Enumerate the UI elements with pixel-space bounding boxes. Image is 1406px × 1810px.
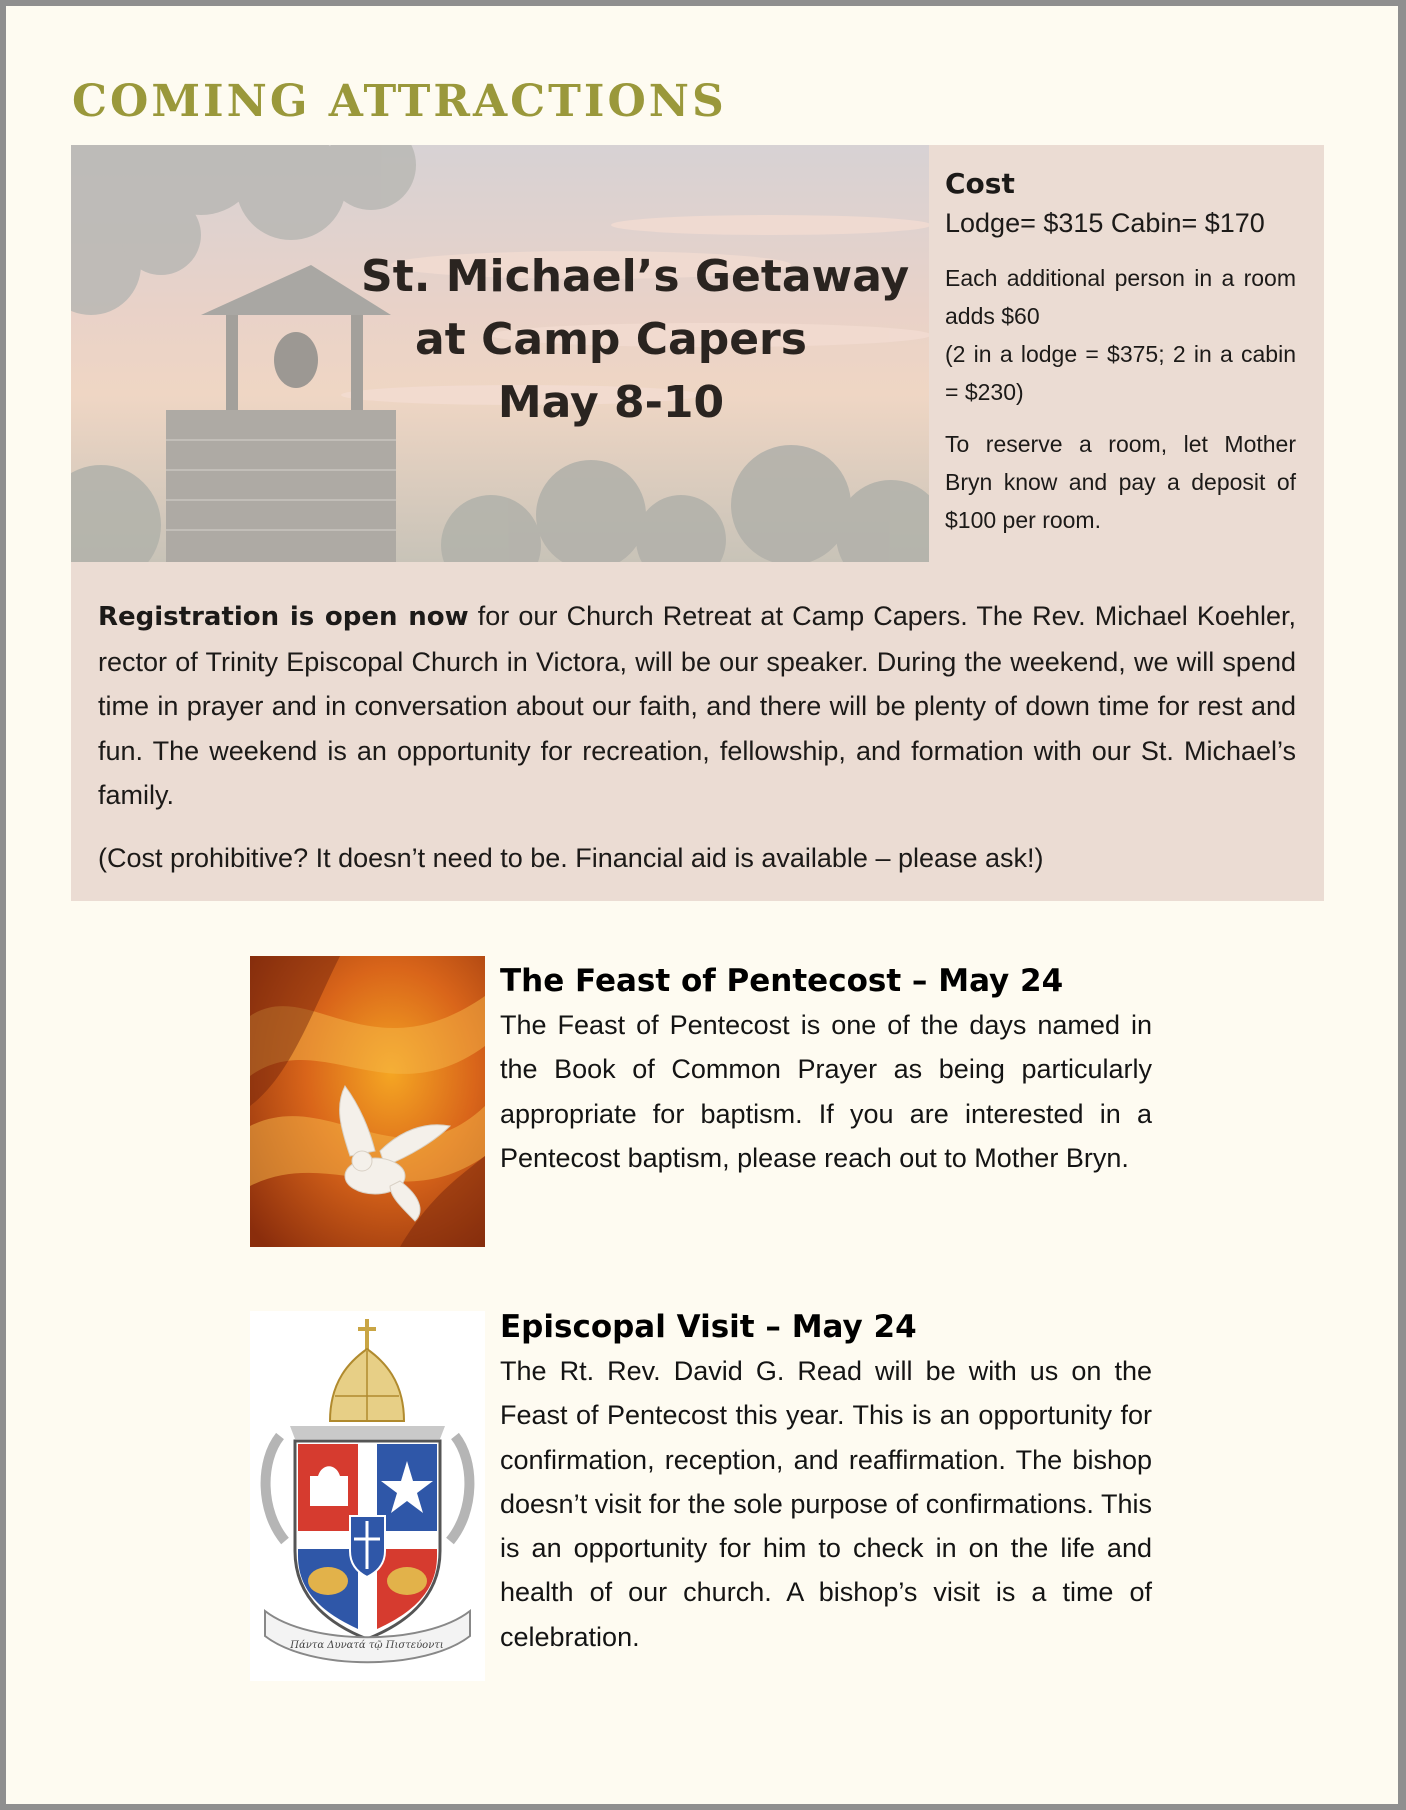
cost-examples: (2 in a lodge = $375; 2 in a cabin = $230) — [945, 341, 1296, 405]
episcopal-body: The Rt. Rev. David G. Read will be with us on the Feast of Pentecost this year. This is an opportunity for confirmation, reception, and reaffirmation. The bishop doesn’t visit for the sole purpose of confirmations. This is an opportunity for him to check in on the life and health of our church. A bishop’s visit is a time of celebration. — [500, 1356, 1152, 1652]
cost-panel — [929, 145, 1324, 562]
banner-title — [361, 245, 910, 434]
getaway-banner — [71, 145, 929, 562]
page-title: COMING ATTRACTIONS — [72, 76, 727, 127]
pentecost-body: The Feast of Pentecost is one of the days named in the Book of Common Prayer as being particularly appropriate for baptism. If you are interested in a Pentecost baptism, please reach out to Mother Bryn. — [500, 1010, 1152, 1173]
banner-line-3: May 8-10 — [497, 377, 725, 428]
cost-additional: Each additional person in a room adds $60 — [945, 265, 1296, 329]
crest-motto: Πάντα Δυνατά τῷ Πιστεύοντι — [290, 1640, 444, 1651]
cost-title: Cost — [945, 167, 1015, 200]
registration-lead: Registration is open now — [98, 602, 469, 632]
cost-prices: Lodge= $315 Cabin= $170 — [945, 208, 1265, 238]
pentecost-section — [500, 963, 1152, 1180]
newsletter-page — [6, 6, 1398, 1804]
banner-line-2: at Camp Capers — [415, 314, 807, 365]
financial-aid-note: (Cost prohibitive? It doesn’t need to be. Financial aid is available – please ask!) — [98, 842, 1044, 873]
registration-body: for our Church Retreat at Camp Capers. The Rev. Michael Koehler, rector of Trinity Episcopal Church in Victora, will be our speaker. During the weekend, we will spend time in prayer and in conversation about our faith, and there will be plenty of down time for rest and fun. The weekend is an opportunity for recreation, fellowship, and formation with our St. Michael’s family. — [98, 601, 1296, 810]
episcopal-visit-section — [500, 1309, 1152, 1659]
pentecost-dove-image — [250, 956, 485, 1247]
episcopal-title: Episcopal Visit – May 24 — [500, 1309, 917, 1345]
banner-line-1: St. Michael’s Getaway — [361, 251, 910, 302]
pentecost-title: The Feast of Pentecost – May 24 — [500, 963, 1064, 999]
diocese-crest-image — [250, 1311, 485, 1681]
cost-reserve: To reserve a room, let Mother Bryn know and pay a deposit of $100 per room. — [945, 431, 1296, 533]
registration-panel — [71, 562, 1324, 901]
registration-text — [98, 594, 1296, 818]
